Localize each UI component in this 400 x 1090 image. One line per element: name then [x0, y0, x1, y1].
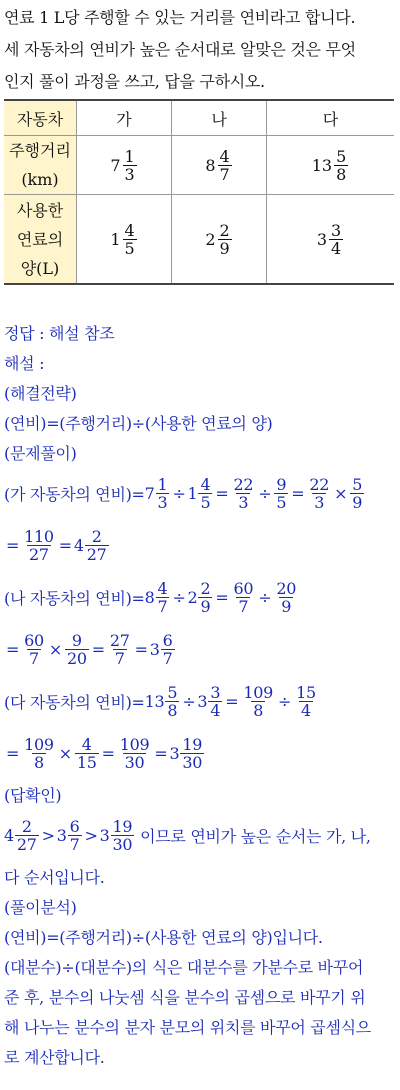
check-text: 이므로 연비가 높은 순서는 가, 나, — [135, 826, 371, 846]
whole: 7 — [144, 483, 155, 503]
denominator: 8 — [167, 700, 178, 720]
ga-result-line — [4, 519, 398, 571]
table-cell — [172, 136, 267, 195]
denominator: 5 — [200, 492, 211, 512]
numerator: 5 — [336, 146, 347, 166]
analysis-text: (대분수)÷(대분수)의 식은 대분수를 가분수로 바꾸어 — [4, 957, 364, 977]
row-label-line: 양(L) — [20, 258, 60, 278]
row-label-line: 주행거리 — [9, 141, 71, 160]
table-row-fuel — [4, 195, 394, 285]
numerator: 6 — [69, 816, 80, 836]
numerator: 4 — [124, 220, 135, 240]
analysis-text: (연비)=(주행거리)÷(사용한 연료의 양)입니다. — [4, 927, 323, 947]
denominator: 7 — [162, 648, 173, 668]
denominator: 15 — [76, 752, 97, 772]
question-line: 인지 풀이 과정을 쓰고, 답을 구하시오. — [4, 72, 265, 91]
process-tag-line — [4, 437, 398, 467]
numerator: 6 — [162, 630, 173, 650]
whole: 4 — [73, 535, 84, 555]
denominator: 8 — [336, 164, 347, 184]
fraction — [85, 528, 109, 563]
numerator: 109 — [243, 682, 273, 702]
denominator: 3 — [238, 492, 249, 512]
question-line: 연료 1 L당 주행할 수 있는 거리를 연비라고 합니다. — [4, 8, 356, 27]
table-cell — [267, 136, 394, 195]
operator: = — [134, 639, 148, 659]
denominator: 27 — [16, 834, 37, 854]
numerator: 15 — [296, 682, 316, 702]
operator: ÷ — [182, 691, 196, 711]
denominator: 7 — [219, 164, 230, 184]
fraction — [218, 222, 232, 257]
question-text — [4, 2, 398, 98]
strategy-text: (연비)=(주행거리)÷(사용한 연료의 양) — [4, 413, 273, 433]
numerator: 2 — [91, 526, 102, 546]
check-text: 다 순서입니다. — [4, 867, 105, 887]
header-label: 자동차 — [4, 100, 77, 136]
strategy-line — [4, 407, 398, 437]
numerator: 5 — [352, 474, 363, 494]
whole: 7 — [110, 155, 121, 175]
numerator: 4 — [200, 474, 211, 494]
table-cell — [77, 136, 172, 195]
whole: 8 — [205, 155, 216, 175]
fraction — [198, 476, 212, 511]
analysis-line — [4, 981, 398, 1011]
operator: = — [58, 535, 72, 555]
fraction — [198, 580, 212, 615]
fraction — [161, 632, 175, 667]
denominator: 8 — [33, 752, 44, 772]
numerator: 1 — [124, 146, 135, 166]
fraction — [111, 818, 135, 853]
whole: 1 — [187, 483, 198, 503]
table-row-distance — [4, 136, 394, 195]
whole: 3 — [56, 825, 67, 845]
operator: ÷ — [172, 483, 186, 503]
denominator: 9 — [281, 596, 292, 616]
numerator: 4 — [157, 578, 168, 598]
fraction — [22, 736, 56, 771]
numerator: 109 — [24, 734, 54, 754]
fraction — [241, 684, 275, 719]
fraction — [68, 818, 82, 853]
whole: 13 — [311, 155, 333, 175]
whole: 3 — [197, 691, 208, 711]
fraction — [75, 736, 99, 771]
operator: × — [58, 743, 72, 763]
operator: = — [91, 639, 105, 659]
analysis-line — [4, 1011, 398, 1041]
fraction — [65, 632, 89, 667]
denominator: 9 — [219, 238, 230, 258]
analysis-text: 로 계산합니다. — [4, 1047, 105, 1067]
whole: 8 — [144, 587, 155, 607]
fraction — [350, 476, 364, 511]
check-tag-line — [4, 779, 398, 809]
fraction — [294, 684, 318, 719]
denominator: 8 — [253, 700, 264, 720]
fraction — [329, 222, 343, 257]
denominator: 7 — [114, 648, 125, 668]
question-line: 세 자동차의 연비가 높은 순서대로 알맞은 것은 무엇 — [4, 40, 356, 59]
numerator: 20 — [276, 578, 297, 598]
numerator: 1 — [157, 474, 168, 494]
numerator: 110 — [24, 526, 54, 546]
numerator: 3 — [210, 682, 221, 702]
answer-text: 정답 : 해설 참조 — [4, 323, 115, 343]
solution-section — [4, 317, 398, 1071]
operator: ÷ — [258, 483, 272, 503]
na-result-line — [4, 623, 398, 675]
fraction — [231, 476, 255, 511]
whole: 3 — [169, 743, 180, 763]
analysis-tag: (풀이분석) — [4, 897, 77, 917]
fraction — [274, 476, 288, 511]
operator: ÷ — [258, 587, 272, 607]
denominator: 30 — [112, 834, 133, 854]
whole: 13 — [144, 691, 165, 711]
fraction — [334, 148, 348, 183]
denominator: 4 — [331, 238, 342, 258]
table-cell — [172, 195, 267, 285]
explain-line — [4, 347, 398, 377]
process-tag: (문제풀이) — [4, 443, 77, 463]
denominator: 5 — [124, 238, 135, 258]
numerator: 27 — [109, 630, 130, 650]
fraction — [307, 476, 331, 511]
fraction — [22, 528, 56, 563]
denominator: 4 — [210, 700, 221, 720]
operator: ÷ — [172, 587, 186, 607]
analysis-line — [4, 921, 398, 951]
denominator: 7 — [29, 648, 39, 668]
numerator: 2 — [21, 816, 32, 836]
fraction — [156, 580, 170, 615]
fraction — [165, 684, 179, 719]
analysis-tag-line — [4, 891, 398, 921]
denominator: 30 — [124, 752, 145, 772]
operator: = — [6, 535, 20, 555]
numerator: 22 — [309, 474, 330, 494]
row-label — [4, 195, 77, 285]
answer-line — [4, 317, 398, 347]
denominator: 5 — [276, 492, 287, 512]
check-tag: (답확인) — [4, 785, 62, 805]
denominator: 7 — [157, 596, 168, 616]
col-header: 가 — [77, 100, 172, 136]
da-result-line — [4, 727, 398, 779]
fraction — [108, 632, 132, 667]
analysis-text: 해 나누는 분수의 분자 분모의 위치를 바꾸어 곱셈식으 — [4, 1017, 371, 1037]
operator: = — [154, 743, 168, 763]
numerator: 4 — [81, 734, 92, 754]
denominator: 20 — [66, 648, 87, 668]
operator: = — [215, 483, 229, 503]
whole: 2 — [205, 229, 216, 249]
denominator: 27 — [86, 544, 107, 564]
numerator: 60 — [233, 578, 254, 598]
denominator: 27 — [29, 544, 49, 564]
denominator: 7 — [238, 596, 249, 616]
col-header: 나 — [172, 100, 267, 136]
operator: = — [291, 483, 305, 503]
numerator: 2 — [200, 578, 211, 598]
whole: 2 — [187, 587, 198, 607]
data-table — [4, 99, 394, 285]
denominator: 4 — [301, 700, 311, 720]
fraction — [22, 632, 46, 667]
whole: 3 — [316, 229, 328, 249]
numerator: 109 — [119, 734, 150, 754]
numerator: 19 — [112, 816, 133, 836]
operator: = — [215, 587, 229, 607]
row-label-line: (km) — [21, 170, 59, 189]
row-label — [4, 136, 77, 195]
denominator: 9 — [352, 492, 363, 512]
col-header: 다 — [267, 100, 394, 136]
fraction — [180, 736, 204, 771]
table-header-row — [4, 100, 394, 136]
whole: 4 — [4, 825, 14, 845]
ga-label: (가 자동차의 연비)= — [4, 484, 145, 504]
numerator: 19 — [182, 734, 203, 754]
denominator: 3 — [314, 492, 325, 512]
na-label: (나 자동차의 연비)= — [4, 588, 145, 608]
whole: 1 — [110, 229, 121, 249]
check-line — [4, 809, 398, 861]
fraction — [123, 148, 137, 183]
fraction — [156, 476, 170, 511]
analysis-line — [4, 951, 398, 981]
operator: ÷ — [277, 691, 292, 711]
table-cell — [77, 195, 172, 285]
row-label-line: 연료의 — [16, 229, 64, 249]
fraction — [118, 736, 152, 771]
table-cell — [267, 195, 394, 285]
denominator: 3 — [157, 492, 168, 512]
operator: > — [41, 825, 55, 845]
numerator: 5 — [167, 682, 178, 702]
da-formula-line — [4, 675, 398, 727]
analysis-line — [4, 1041, 398, 1071]
fraction — [231, 580, 255, 615]
numerator: 9 — [71, 630, 82, 650]
strategy-tag-line — [4, 377, 398, 407]
fraction — [218, 148, 232, 183]
whole: 3 — [99, 825, 110, 845]
row-label-line: 사용한 — [16, 200, 64, 220]
operator: × — [48, 639, 62, 659]
operator: = — [6, 639, 20, 659]
check-tail-line — [4, 861, 398, 891]
denominator: 9 — [200, 596, 211, 616]
numerator: 60 — [24, 630, 44, 650]
operator: × — [334, 483, 348, 503]
da-label: (다 자동차의 연비)= — [4, 692, 145, 712]
denominator: 7 — [69, 834, 80, 854]
numerator: 22 — [233, 474, 254, 494]
whole: 3 — [149, 639, 160, 659]
denominator: 30 — [182, 752, 203, 772]
strategy-tag: (해결전략) — [4, 383, 77, 403]
operator: = — [6, 743, 20, 763]
fraction — [123, 222, 137, 257]
analysis-text: 준 후, 분수의 나눗셈 식을 분수의 곱셈으로 바꾸기 위 — [4, 987, 366, 1007]
explain-text: 해설 : — [4, 353, 45, 373]
numerator: 2 — [219, 220, 230, 240]
operator: > — [84, 825, 98, 845]
operator: = — [225, 691, 239, 711]
fraction — [208, 684, 222, 719]
na-formula-line — [4, 571, 398, 623]
fraction — [274, 580, 298, 615]
numerator: 3 — [331, 220, 342, 240]
numerator: 4 — [219, 146, 230, 166]
numerator: 9 — [276, 474, 287, 494]
operator: = — [101, 743, 115, 763]
fraction — [15, 818, 39, 853]
ga-formula-line — [4, 467, 398, 519]
denominator: 3 — [124, 164, 135, 184]
